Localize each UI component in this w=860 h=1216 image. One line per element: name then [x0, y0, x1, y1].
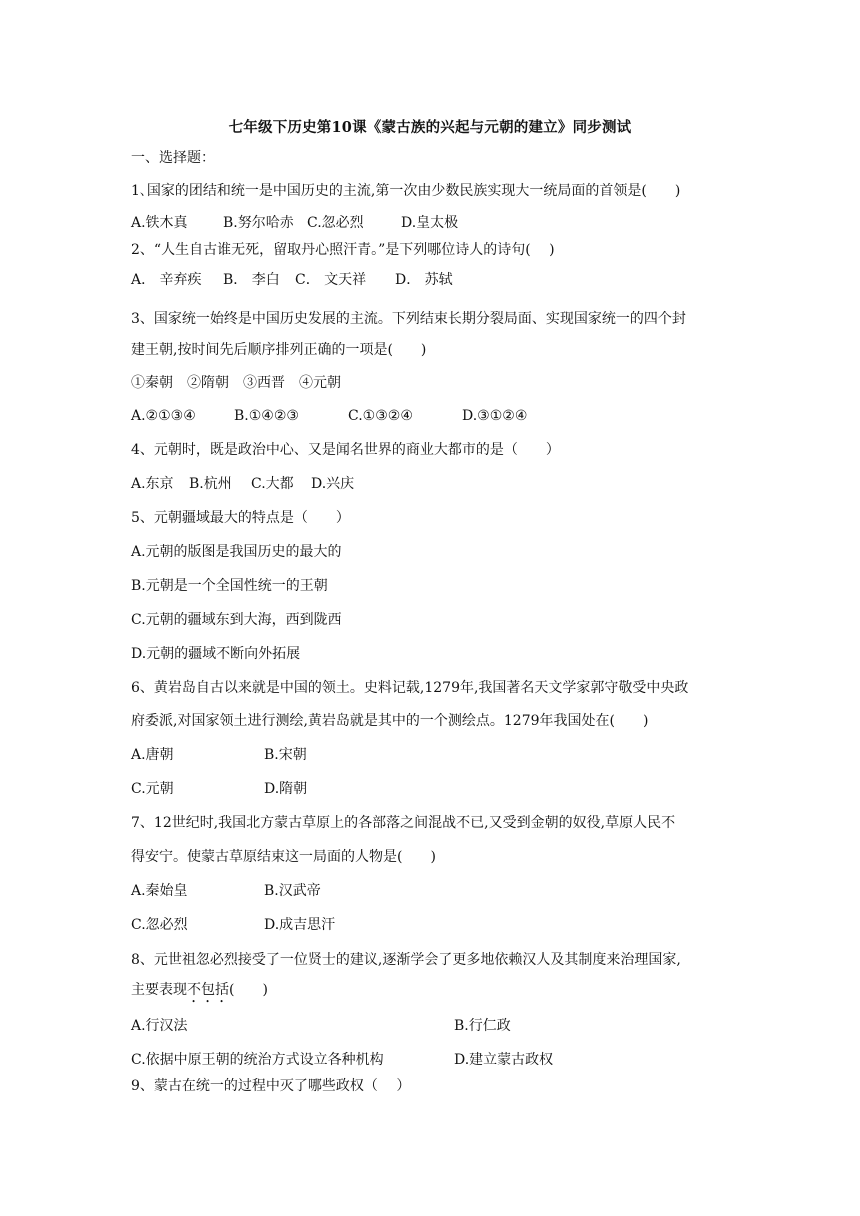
question-6-options-row2 [131, 779, 307, 799]
question-2-options [131, 270, 453, 290]
question-2-option-b: B． 李白 [223, 272, 280, 288]
question-5-option-c: C.元朝的疆域东到大海，西到陇西 [131, 612, 342, 628]
question-6-stem-line1: 6、黄岩岛自古以来就是中国的领土。史料记载,1279年,我国著名天文学家郭守敬受中央政 [131, 680, 689, 696]
question-8-stem-suffix: ( ) [229, 982, 268, 998]
document-title: 七年级下历史第10课《蒙古族的兴起与元朝的建立》同步测试 [228, 119, 632, 136]
question-5-option-a: A.元朝的版图是我国历史的最大的 [131, 544, 342, 560]
question-8-options-row2 [131, 1050, 553, 1070]
question-5-option-d: D.元朝的疆域不断向外拓展 [131, 646, 301, 662]
question-3-stem-line1: 3、国家统一始终是中国历史发展的主流。下列结束长期分裂局面、实现国家统一的四个封 [131, 311, 686, 327]
question-2-option-d: D． 苏轼 [395, 272, 453, 288]
question-5-option-b: B.元朝是一个全国性统一的王朝 [131, 578, 328, 594]
question-7-option-b: B.汉武帝 [264, 883, 321, 899]
question-7-options-row1 [131, 881, 321, 901]
question-4-option-d: D.兴庆 [311, 476, 355, 492]
question-3-stem-line2: 建王朝,按时间先后顺序排列正确的一项是( ) [131, 342, 427, 358]
question-3-options [131, 406, 527, 426]
question-8-emphasis: 不包括 [187, 982, 229, 998]
question-8-option-a: A.行汉法 [131, 1018, 188, 1034]
question-6-option-b: B.宋朝 [264, 747, 307, 763]
question-1-option-b: B.努尔哈赤 [223, 215, 294, 231]
question-5-stem: 5、元朝疆域最大的特点是（ ） [131, 510, 350, 526]
question-6-options-row1 [131, 745, 307, 765]
question-4-options [131, 474, 354, 494]
question-7-options-row2 [131, 915, 335, 935]
question-9-stem: 9、蒙古在统一的过程中灭了哪些政权（ ） [131, 1078, 411, 1094]
question-4-stem: 4、元朝时，既是政治中心、又是闻名世界的商业大都市的是（ ） [131, 442, 560, 458]
question-8-stem-prefix: 主要表现 [131, 982, 187, 998]
question-4-option-a: A.东京 [131, 476, 174, 492]
question-2-stem: 2、“人生自古谁无死，留取丹心照汗青。”是下列哪位诗人的诗句( ) [131, 242, 555, 258]
question-6-stem-line2: 府委派,对国家领土进行测绘,黄岩岛就是其中的一个测绘点。1279年我国处在( ) [131, 713, 649, 729]
question-8-option-b: B.行仁政 [454, 1018, 511, 1034]
question-6-option-c: C.元朝 [131, 781, 174, 797]
question-3-option-a: A.②①③④ [131, 408, 196, 424]
question-8-stem-line1: 8、元世祖忽必烈接受了一位贤士的建议,逐渐学会了更多地依赖汉人及其制度来治理国家, [131, 952, 681, 968]
question-7-option-d: D.成吉思汗 [264, 917, 336, 933]
question-1-option-d: D.皇太极 [401, 215, 459, 231]
question-8-option-c: C.依据中原王朝的统治方式设立各种机构 [131, 1052, 384, 1068]
question-7-stem-line2: 得安宁。使蒙古草原结束这一局面的人物是( ) [131, 849, 436, 865]
question-7-stem-line1: 7、12世纪时,我国北方蒙古草原上的各部落之间混战不已,又受到金朝的奴役,草原人民不 [131, 815, 676, 831]
question-2-option-c: C． 文天祥 [295, 272, 367, 288]
question-8-option-d: D.建立蒙古政权 [454, 1052, 554, 1068]
question-3-items: ①秦朝 ②隋朝 ③西晋 ④元朝 [131, 375, 341, 391]
question-4-option-b: B.杭州 [189, 476, 232, 492]
section-heading: 一、选择题： [131, 150, 215, 166]
question-1-option-c: C.忽必烈 [307, 215, 364, 231]
question-1-stem: 1､国家的团结和统一是中国历史的主流,第一次由少数民族实现大一统局面的首领是( ) [131, 183, 681, 199]
question-7-option-c: C.忽必烈 [131, 917, 188, 933]
question-8-stem-line2 [131, 980, 268, 1006]
question-3-option-b: B.①④②③ [234, 408, 299, 424]
question-1-options [131, 213, 458, 233]
question-6-option-a: A.唐朝 [131, 747, 174, 763]
question-2-option-a: A． 辛弃疾 [131, 272, 202, 288]
question-7-option-a: A.秦始皇 [131, 883, 188, 899]
question-8-options-row1 [131, 1016, 511, 1036]
question-3-option-c: C.①③②④ [348, 408, 413, 424]
question-4-option-c: C.大都 [251, 476, 294, 492]
question-6-option-d: D.隋朝 [264, 781, 308, 797]
question-1-option-a: A.铁木真 [131, 215, 188, 231]
question-3-option-d: D.③①②④ [462, 408, 528, 424]
